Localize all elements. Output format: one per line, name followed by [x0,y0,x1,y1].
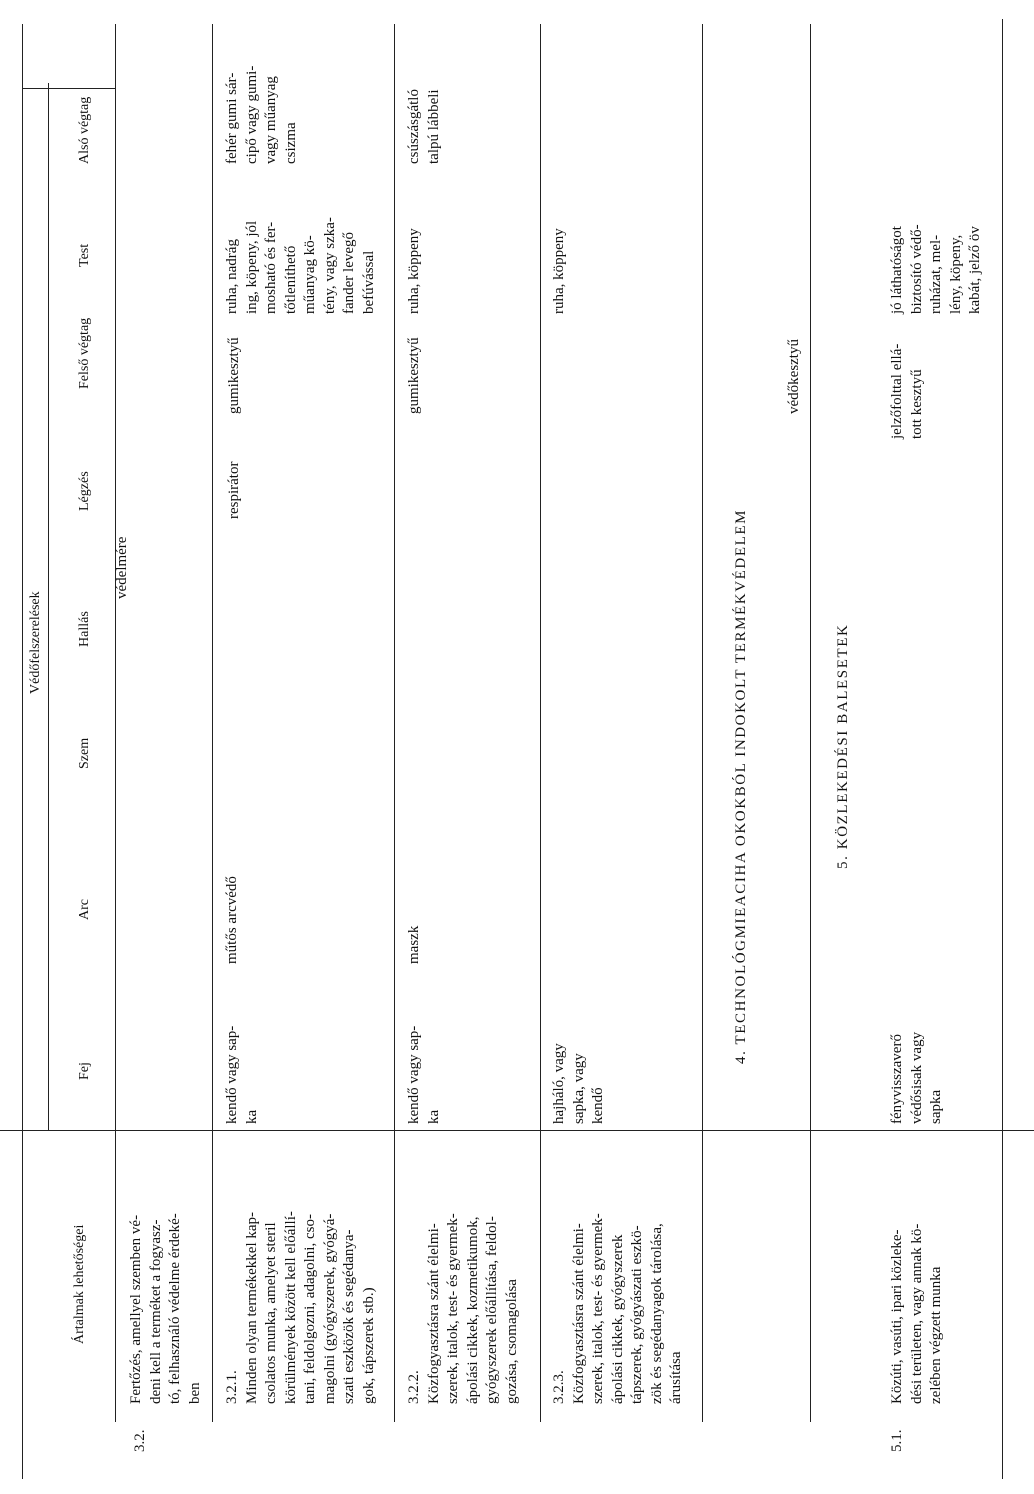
header-arc: Arc [77,899,92,920]
row-5-1-felso: jelzőfolttal ellá- tott kesztyű [889,343,925,439]
row-3-2-2-fej: kendő vagy sap- ka [406,1025,442,1124]
row-3-2-2-also: csúszásgátló talpú lábbeli [406,89,442,164]
header-group-title: Védőfelszerelések [28,591,43,694]
row-3-2-3-fej: hajháló, vagy sapka, vagy kendő [551,1043,606,1124]
row-3-2-1-test: ruha, nadrág ing, köpeny, jól mosható és fer- tőtleníthető műanyag kö- tény, vagy szka- fander levegő befúvással [224,217,377,314]
row-5-1-number: 5.1. [889,1429,905,1452]
footer-rule [1002,19,1003,1479]
row-3-2-number: 3.2. [132,1429,148,1452]
header-legzes: Légzés [77,471,92,511]
row-5-1-hazard: Közúti, vasúti, ipari közleke- dési területen, vagy annak kö- zelében végzett munka [889,1223,944,1404]
header-felso: Felső végtag [77,317,92,389]
row-5-1-test: jó láthatóságot biztosító védő- ruházat, mel- lény, köpeny, kabát, jelző öv [889,224,983,314]
header-also: Alsó végtag [77,96,92,164]
row-3-2-2-felso: gumikesztyű [406,337,422,414]
section-5-title: 5. KÖZLEKEDÉSI BALESETEK [835,623,851,869]
header-hazards: Ártalmak lehetőségei [72,1224,87,1344]
row-3-2-1-legzes: respirátor [226,461,242,519]
vedofelszerelesek-rule [48,83,49,1131]
header-fej: Fej [77,1062,92,1080]
row-3-2-1-felso: gumikesztyű [226,337,242,414]
row-rule-4 [702,24,703,1422]
row-3-2-2-arc: maszk [406,925,422,964]
section-4-felso: védőkesztyű [786,339,802,414]
row-3-2-3-hazard: 3.2.3. Közfogyasztásra szánt élelmi- szerek, italok, test- és gyermek- ápolási cikkek, gyógyszerek tápszerek, gyógyászati eszkö- zök és segédanyagok tárolása, árusítása [551,1213,684,1404]
column-separator [0,1130,1034,1131]
row-3-2-1-arc: műtős arcvédő [224,876,240,964]
row-5-1-fej: fényvisszaverő védősisak vagy sapka [889,1031,944,1124]
header-separator [115,24,116,1422]
row-rule-3 [540,24,541,1422]
section-rule [810,24,811,1422]
row-rule-1 [212,24,213,1422]
row-3-2-3-test: ruha, köppeny [551,228,567,314]
row-3-2-1-also: fehér gumi sár- cipő vagy gumi- vagy műanyag csizma [224,65,299,164]
table-top-rule [22,24,23,1479]
row-3-2-1-hazard: 3.2.1. Minden olyan termékekkel kap- csolatos munka, amelyet steril körülmények között kell előállí- tani, feldolgozni, adagolni, cso- magolni (gyógyszerek, gyógyá- szati eszközök és segédanya- gok, tápszerek stb.) [224,1211,377,1404]
header-right-rule [22,88,115,89]
header-szem: Szem [77,737,92,769]
row-3-2-spanning: védelmére [114,536,130,599]
row-rule-2 [394,24,395,1422]
row-3-2-1-fej: kendő vagy sap- ka [224,1025,260,1124]
row-3-2-hazard: Fertőzés, amellyel szemben vé- deni kell a terméket a fogyasz- tó, felhasználó védelme érdeké- ben [128,1213,203,1404]
section-4-title: 4. TECHNOLÓGMIEACIHA OKOKBÓL INDOKOLT TERMÉKVÉDELEM [733,508,749,1064]
header-hallas: Hallás [77,611,92,647]
header-test: Test [77,243,92,267]
row-3-2-2-hazard: 3.2.2. Közfogyasztásra szánt élelmi- szerek, italok, test- és gyermek- ápolási cikkek, kozmetikumok, gyógyszerek előállítása, feldol- gozása, csomagolása [406,1213,520,1404]
row-3-2-2-test: ruha, köppeny [406,228,422,314]
